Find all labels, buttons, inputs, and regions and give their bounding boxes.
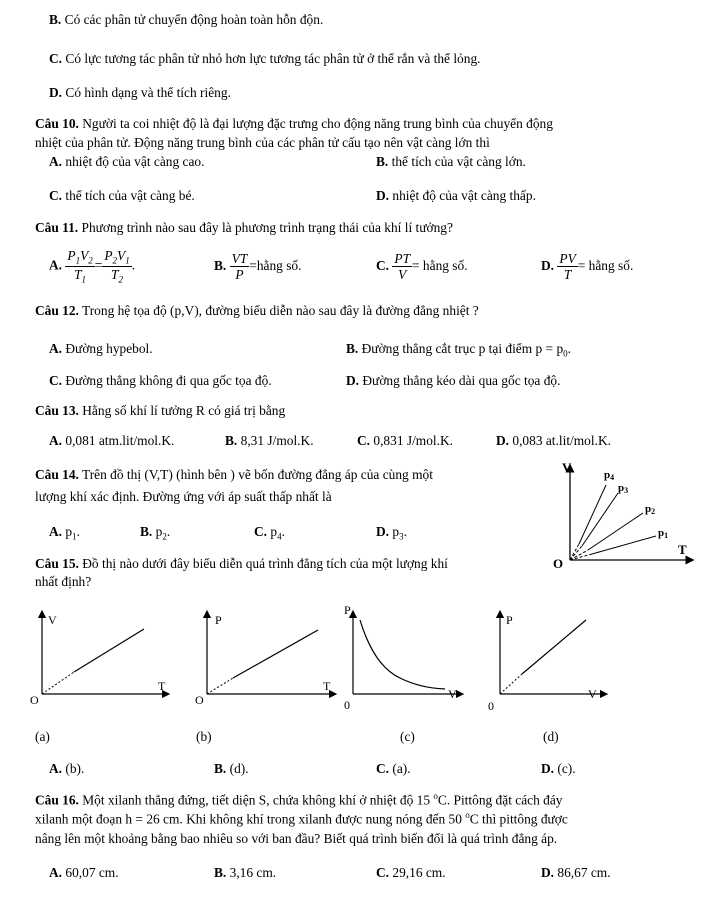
q10-stem-cont: nhiệt của phân tử. Động năng trung bình của các phân tử cấu tạo nên vật càng lớn thì (35, 135, 490, 150)
q16-option-d: D. 86,67 cm. (541, 865, 611, 880)
q15-graph-d (482, 602, 612, 712)
q16-option-a: A. 60,07 cm. (49, 865, 119, 880)
label-p1: p1 (658, 527, 669, 540)
q10-option-a: A. nhiệt độ của vật càng cao. (49, 154, 205, 169)
label-p3: p3 (618, 482, 629, 495)
q12-option-d: D. Đường thẳng kéo dài qua gốc tọa độ. (346, 373, 561, 388)
q16-stem-line3: nâng lên một khoảng bằng bao nhiêu so với ban đầu? Biết quá trình biến đổi là quá trình đẳng áp. (35, 831, 558, 846)
axis-y-label: P (506, 613, 513, 627)
caption-c: (c) (400, 729, 415, 744)
origin-label: 0 (344, 698, 350, 712)
isobar-p3 (582, 493, 618, 546)
caption-a: (a) (35, 729, 50, 744)
caption-d: (d) (543, 729, 559, 744)
q15-stem-cont: nhất định? (35, 574, 92, 589)
q11-option-b: B. $\frac{VT}{P}$ =hằng số. (214, 251, 302, 283)
v-axis-label: V (562, 460, 572, 475)
q10-stem: Câu 10. Người ta coi nhiệt độ là đại lượng đặc trưng cho động năng trung bình của chuyển động (35, 116, 553, 131)
origin-label: 0 (488, 699, 494, 712)
q15-graph-c (340, 602, 470, 712)
q16-stem-line2: xilanh một đoạn h = 26 cm. Khi không khí trong xilanh được nung nóng đến 50 $^o$C thì pittông được (35, 810, 568, 827)
q15-graph-b (193, 602, 343, 712)
hyperbola-c (360, 620, 445, 689)
axis-y-label: V (48, 613, 57, 627)
isobar-p1 (592, 536, 656, 554)
q15-option-c: C. (a). (376, 761, 411, 776)
q14-option-c: C. $p_4$. (254, 524, 285, 542)
q14-stem-cont: lượng khí xác định. Đường ứng với áp suất thấp nhất là (35, 489, 332, 504)
axis-x-label: T (323, 679, 331, 693)
q12-option-c: C. Đường thẳng không đi qua gốc tọa độ. (49, 373, 272, 388)
q12-stem: Câu 12. Trong hệ tọa độ (p,V), đường biểu diễn nào sau đây là đường đẳng nhiệt ? (35, 303, 479, 318)
q16-stem: Câu 16. Một xilanh thẳng đứng, tiết diện S, chứa không khí ở nhiệt độ 15 $^o$C. Pittông đặt cách đáy (35, 791, 563, 808)
q14-option-d: D. $p_3$. (376, 524, 407, 542)
q12-option-b: B. Đường thẳng cắt trục p tại điểm $p = p_0$. (346, 341, 572, 359)
line-a (74, 629, 144, 672)
q12-option-a: A. Đường hypebol. (49, 341, 153, 356)
q13-option-d: D. 0,083 at.lit/mol.K. (496, 433, 611, 448)
axis-y-label: P (344, 603, 351, 617)
t-axis-label: T (678, 542, 687, 557)
q15-graph-a (26, 602, 176, 712)
q13-option-a: A. 0,081 atm.lit/mol.K. (49, 433, 175, 448)
origin-label: O (195, 693, 204, 707)
label-p4: p4 (604, 469, 615, 482)
axis-x-label: V (588, 687, 597, 701)
q13-stem: Câu 13. Hằng số khí lí tưởng R có giá trị bằng (35, 403, 286, 418)
axis-x-label: T (158, 679, 166, 693)
q15-option-b: B. (d). (214, 761, 249, 776)
q10-option-b: B. thể tích của vật càng lớn. (376, 154, 526, 169)
label-p2: p2 (645, 503, 656, 516)
q16-option-b: B. 3,16 cm. (214, 865, 277, 880)
axis-y-label: P (215, 613, 222, 627)
origin-label: O (30, 693, 39, 707)
q11-option-a: A. $\frac{P_1V_2}{T_1}$ = $\frac{P_2V_1}{T_2}$ . (49, 248, 136, 285)
isobar-p4 (579, 485, 606, 544)
q9-option-d: D. Có hình dạng và thể tích riêng. (49, 85, 231, 100)
origin-label: O (553, 556, 564, 570)
q10-option-d: D. nhiệt độ của vật càng thấp. (376, 188, 536, 203)
q14-option-b: B. $p_2$. (140, 524, 171, 542)
q15-option-a: A. (b). (49, 761, 85, 776)
q9-option-b: B. Có các phân tử chuyển động hoàn toàn hỗn độn. (49, 12, 324, 27)
q15-stem: Câu 15. Đồ thị nào dưới đây biểu diễn quá trình đẳng tích của một lượng khí (35, 556, 448, 571)
q14-isobar-graph (548, 458, 698, 570)
q11-option-d: D. $\frac{PV}{T}$ = hằng số. (541, 251, 634, 283)
q9-option-c: C. Có lực tương tác phân tử nhỏ hơn lực tương tác phân tử ở thể rắn và thể lỏng. (49, 51, 481, 66)
q14-stem: Câu 14. Trên đồ thị (V,T) (hình bên ) vẽ bốn đường đẳng áp của cùng một (35, 467, 433, 482)
axis-x-label: V (448, 687, 457, 701)
q16-option-c: C. 29,16 cm. (376, 865, 446, 880)
q11-stem: Câu 11. Phương trình nào sau đây là phương trình trạng thái của khí lí tưởng? (35, 220, 453, 235)
q11-option-c: C. $\frac{PT}{V}$ = hằng số. (376, 251, 468, 283)
q15-option-d: D. (c). (541, 761, 576, 776)
isobar-p2 (588, 513, 643, 550)
q13-option-c: C. 0,831 J/mol.K. (357, 433, 453, 448)
line-d (522, 620, 586, 674)
q14-option-a: A. $p_1$. (49, 524, 80, 542)
q13-option-b: B. 8,31 J/mol.K. (225, 433, 314, 448)
caption-b: (b) (196, 729, 212, 744)
q10-option-c: C. thể tích của vật càng bé. (49, 188, 195, 203)
line-b (233, 630, 318, 678)
